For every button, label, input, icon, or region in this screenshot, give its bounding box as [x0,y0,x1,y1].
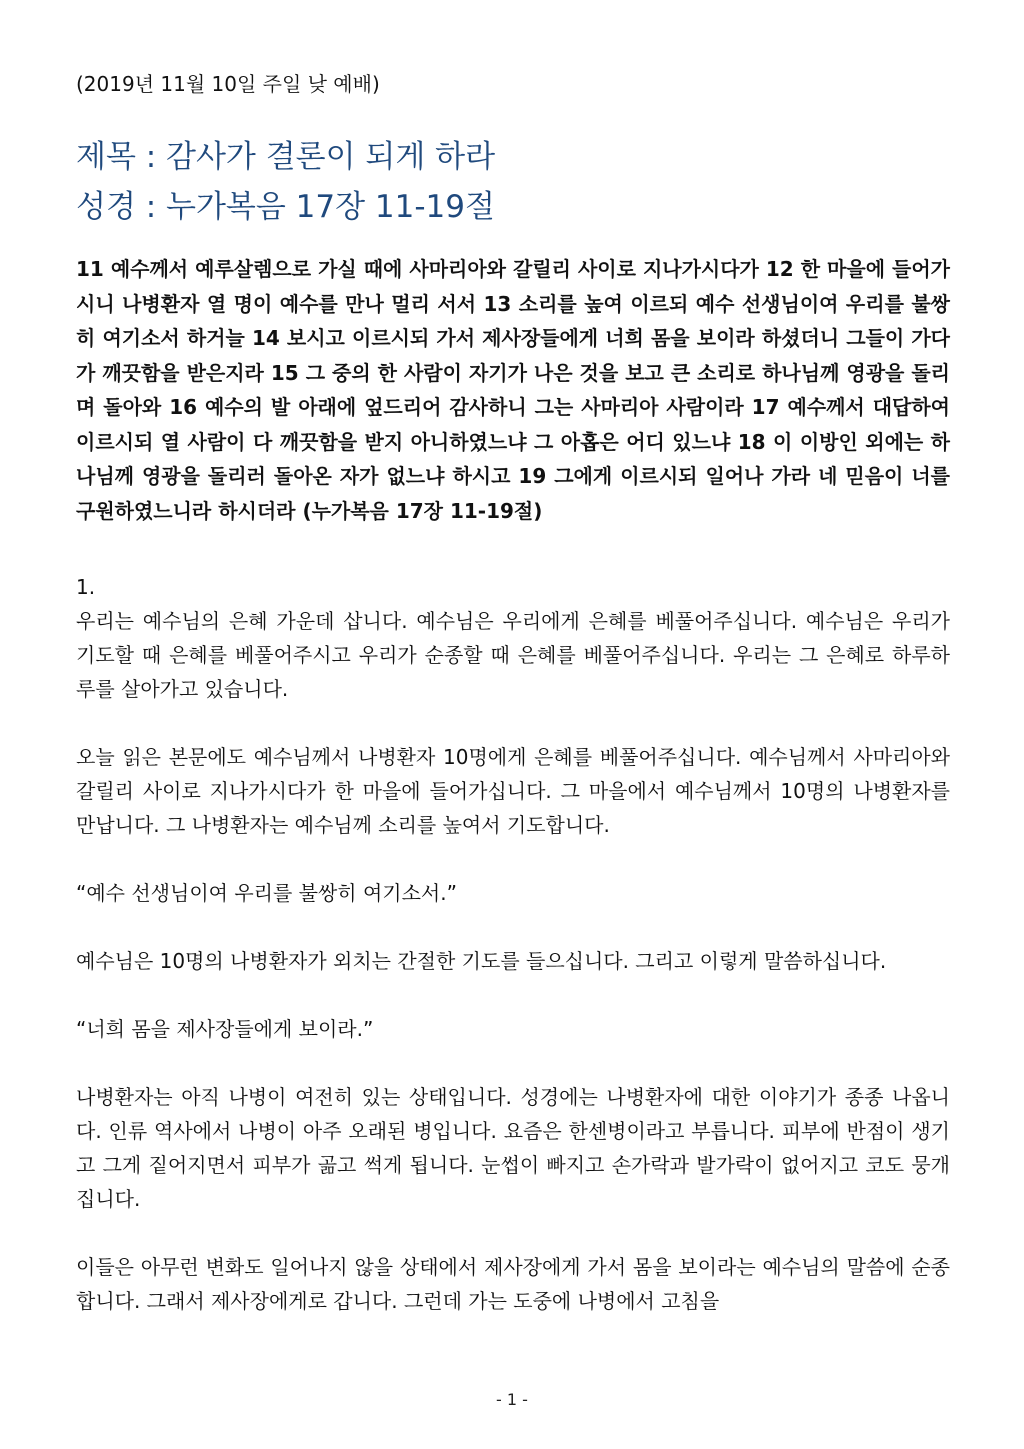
paragraph: 나병환자는 아직 나병이 여전히 있는 상태입니다. 성경에는 나병환자에 대한 이야기가 종종 나옵니다. 인류 역사에서 나병이 아주 오래된 병입니다. 요즘은 한센병이라고 부릅니다. 피부에 반점이 생기고 그게 짙어지면서 피부가 곪고 썩게 됩니다. 눈썹이 빠지고 손가락과 발가락이 없어지고 코도 뭉개집니다. [76,1085,950,1211]
paragraph: 우리는 예수님의 은혜 가운데 삽니다. 예수님은 우리에게 은혜를 베풀어주십니다. 예수님은 우리가 기도할 때 은혜를 베풀어주시고 우리가 순종할 때 은혜를 베풀어주십니다. 우리는 그 은혜로 하루하루를 살아가고 있습니다. [76,609,950,701]
sermon-body [76,570,950,1318]
section-number: 1. [76,575,96,599]
page-content [76,66,950,1318]
page-number: - 1 - [496,1390,528,1409]
sermon-title: 제목 : 감사가 결론이 되게 하라 [76,139,496,175]
scripture-reference: 성경 : 누가복음 17장 11-19절 [76,189,495,225]
scripture-passage: 11 예수께서 예루살렘으로 가실 때에 사마리아와 갈릴리 사이로 지나가시다가 12 한 마을에 들어가시니 나병환자 열 명이 예수를 만나 멀리 서서 13 소리를 높여 이르되 예수 선생님이여 우리를 불쌍히 여기소서 하거늘 14 보시고 이르시되 가서 제사장들에게 너희 몸을 보이라 하셨더니 그들이 가다가 깨끗함을 받은지라 15 그 중의 한 사람이 자기가 나은 것을 보고 큰 소리로 하나님께 영광을 돌리며 돌아와 16 예수의 발 아래에 엎드리어 감사하니 그는 사마리아 사람이라 17 예수께서 대답하여 이르시되 열 사람이 다 깨끗함을 받지 아니하였느냐 그 아홉은 어디 있느냐 18 이 이방인 외에는 하나님께 영광을 돌리러 돌아온 자가 없느냐 하시고 19 그에게 이르시되 일어나 가라 네 믿음이 너를 구원하였느니라 하시더라 (누가복음 17장 11-19절) [76,257,950,523]
quote: “예수 선생님이여 우리를 불쌍히 여기소서.” [76,881,457,905]
sermon-title-block [76,132,950,232]
service-date: (2019년 11월 10일 주일 낮 예배) [76,72,380,96]
quote: “너희 몸을 제사장들에게 보이라.” [76,1017,374,1041]
paragraph: 오늘 읽은 본문에도 예수님께서 나병환자 10명에게 은혜를 베풀어주십니다. 예수님께서 사마리아와 갈릴리 사이로 지나가시다가 한 마을에 들어가십니다. 그 마을에서 예수님께서 10명의 나병환자를 만납니다. 그 나병환자는 예수님께 소리를 높여서 기도합니다. [76,745,950,837]
paragraph: 이들은 아무런 변화도 일어나지 않을 상태에서 제사장에게 가서 몸을 보이라는 예수님의 말씀에 순종합니다. 그래서 제사장에게로 갑니다. 그런데 가는 도중에 나병에서 고침을 [76,1255,950,1313]
paragraph: 예수님은 10명의 나병환자가 외치는 간절한 기도를 들으십니다. 그리고 이렇게 말씀하십니다. [76,949,887,973]
